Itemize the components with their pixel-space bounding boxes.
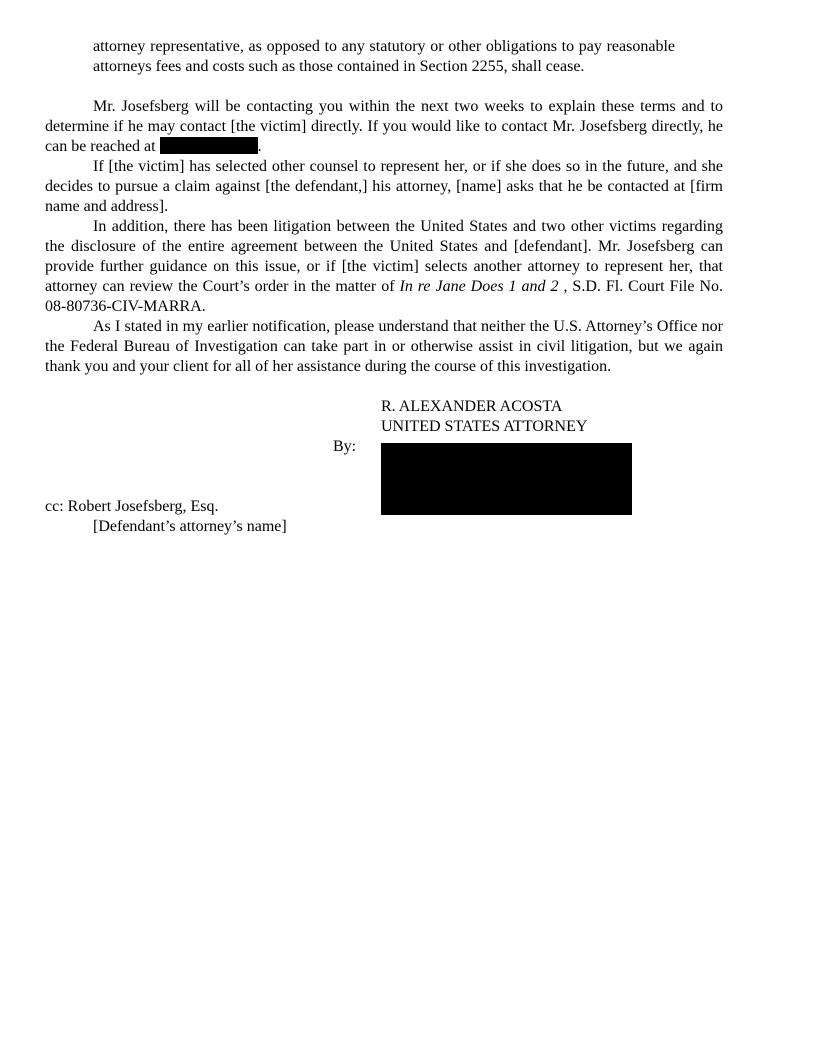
paragraph-contact xyxy=(45,97,723,157)
redacted-phone-block xyxy=(160,137,258,154)
indented-continued-paragraph xyxy=(93,37,675,77)
cc-line-primary: cc: Robert Josefsberg, Esq. xyxy=(45,498,219,515)
paragraph-litigation-text: In addition, there has been litigation between the United States and two other victims regarding the disclosure of the entire agreement between the United States and [defendant]. Mr. Josefsberg can provide further guidance on this issue, or if [the victim] selects another attorney to represent her, that attorney can review the Court’s order in the matter of xyxy=(45,218,723,295)
paragraph-contact-text: Mr. Josefsberg will be contacting you within the next two weeks to explain these terms and to determine if he may contact [the victim] directly. If you would like to contact Mr. Josefsberg directly, he can be reached at xyxy=(45,98,723,155)
paragraph-other-counsel: If [the victim] has selected other counsel to represent her, or if she does so in the future, and she decides to pursue a claim against [the defendant,] his attorney, [name] asks that he be contacted at [firm name and address]. xyxy=(45,158,723,215)
cc-line-secondary: [Defendant’s attorney’s name] xyxy=(93,518,287,535)
continued-paragraph-text: attorney representative, as opposed to any statutory or other obligations to pay reasonable attorneys fees and costs such as those contained in Section 2255, shall cease. xyxy=(93,38,675,75)
redacted-signature-block xyxy=(381,443,632,515)
paragraph-litigation xyxy=(45,217,723,317)
signatory-title: UNITED STATES ATTORNEY xyxy=(381,418,588,435)
signature-by-label: By: xyxy=(333,438,357,455)
paragraph-closing: As I stated in my earlier notification, please understand that neither the U.S. Attorney’s Office nor the Federal Bureau of Investigation can take part in or otherwise assist in civil litigation, but we again thank you and your client for all of her assistance during the course of this investigation. xyxy=(45,318,723,375)
case-file-number: , S.D. Fl. Court File No. 08-80736-CIV-MARRA. xyxy=(45,278,724,315)
signatory-name: R. ALEXANDER ACOSTA xyxy=(381,398,563,415)
paragraph-contact-end: . xyxy=(257,138,262,155)
case-name: In re Jane Does 1 and 2 xyxy=(399,278,559,295)
letter-body xyxy=(45,97,723,377)
